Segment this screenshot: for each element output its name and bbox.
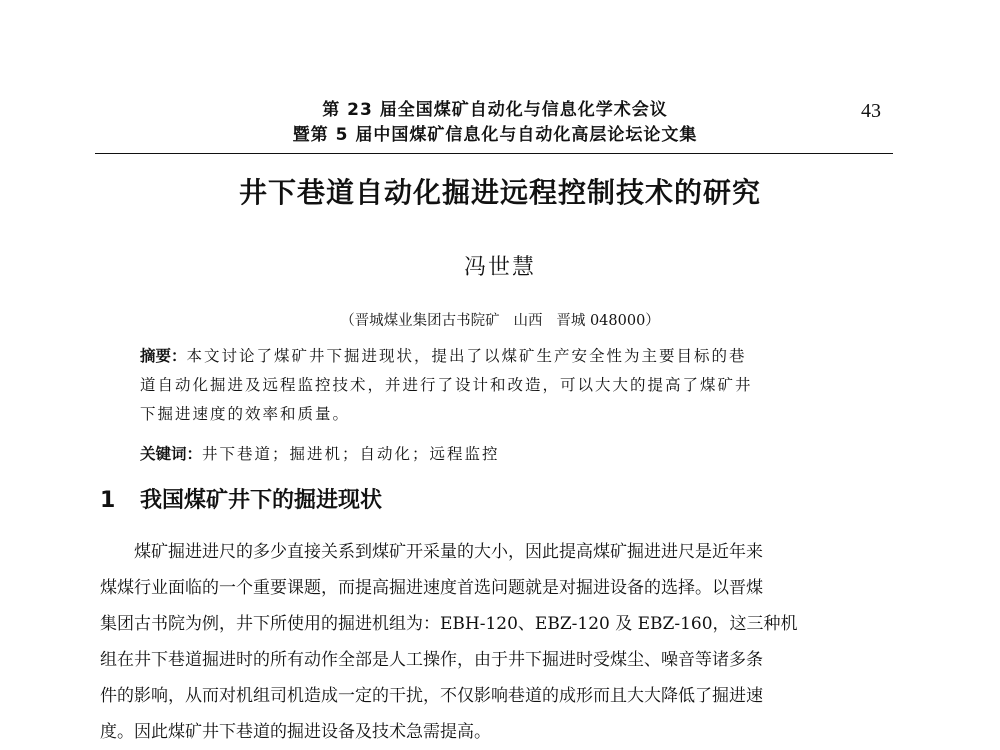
body-line: 组在井下巷道掘进时的所有动作全部是人工操作，由于井下掘进时受煤尘、噪音等诸多条 bbox=[100, 650, 763, 670]
abstract-line: 下掘进速度的效率和质量。 bbox=[140, 405, 351, 423]
section-number: 1 bbox=[100, 488, 116, 513]
header-rule bbox=[95, 153, 893, 154]
section-title: 我国煤矿井下的掘进现状 bbox=[140, 488, 383, 513]
abstract-line bbox=[140, 342, 860, 371]
section-heading bbox=[100, 483, 382, 519]
keywords bbox=[140, 440, 860, 469]
body-line: 煤矿掘进进尺的多少直接关系到煤矿开采量的大小，因此提高煤矿掘进进尺是近年来 bbox=[134, 542, 763, 562]
section-body bbox=[100, 534, 890, 750]
body-line: 件的影响，从而对机组司机造成一定的干扰，不仅影响巷道的成形而且大大降低了掘进速 bbox=[100, 686, 763, 706]
abstract-label: 摘要： bbox=[140, 347, 187, 365]
abstract bbox=[140, 342, 860, 429]
page-number: 43 bbox=[861, 100, 881, 122]
body-line: 度。因此煤矿井下巷道的掘进设备及技术急需提高。 bbox=[100, 722, 491, 742]
body-line: 集团古书院为例，井下所使用的掘进机组为：EBH-120、EBZ-120 及 EBZ-160，这三种机 bbox=[100, 614, 798, 634]
paper-title: 井下巷道自动化掘进远程控制技术的研究 bbox=[238, 176, 761, 209]
abstract-text: 本文讨论了煤矿井下掘进现状，提出了以煤矿生产安全性为主要目标的巷 bbox=[186, 347, 747, 365]
conference-title-line2: 暨第 5 届中国煤矿信息化与自动化高层论坛论文集 bbox=[292, 125, 698, 145]
running-header bbox=[95, 98, 895, 148]
abstract-line: 道自动化掘进及远程监控技术，并进行了设计和改造，可以大大的提高了煤矿井 bbox=[140, 376, 753, 394]
body-line: 煤煤行业面临的一个重要课题，而提高掘进速度首选问题就是对掘进设备的选择。以晋煤 bbox=[100, 578, 763, 598]
keywords-text: 井下巷道；掘进机；自动化；远程监控 bbox=[202, 445, 500, 463]
keywords-label: 关键词： bbox=[140, 445, 203, 463]
conference-title-line1: 第 23 届全国煤矿自动化与信息化学术会议 bbox=[322, 100, 668, 120]
author-affiliation: （晋城煤业集团古书院矿 山西 晋城 048000） bbox=[340, 313, 660, 329]
paper-author: 冯世慧 bbox=[463, 255, 536, 280]
